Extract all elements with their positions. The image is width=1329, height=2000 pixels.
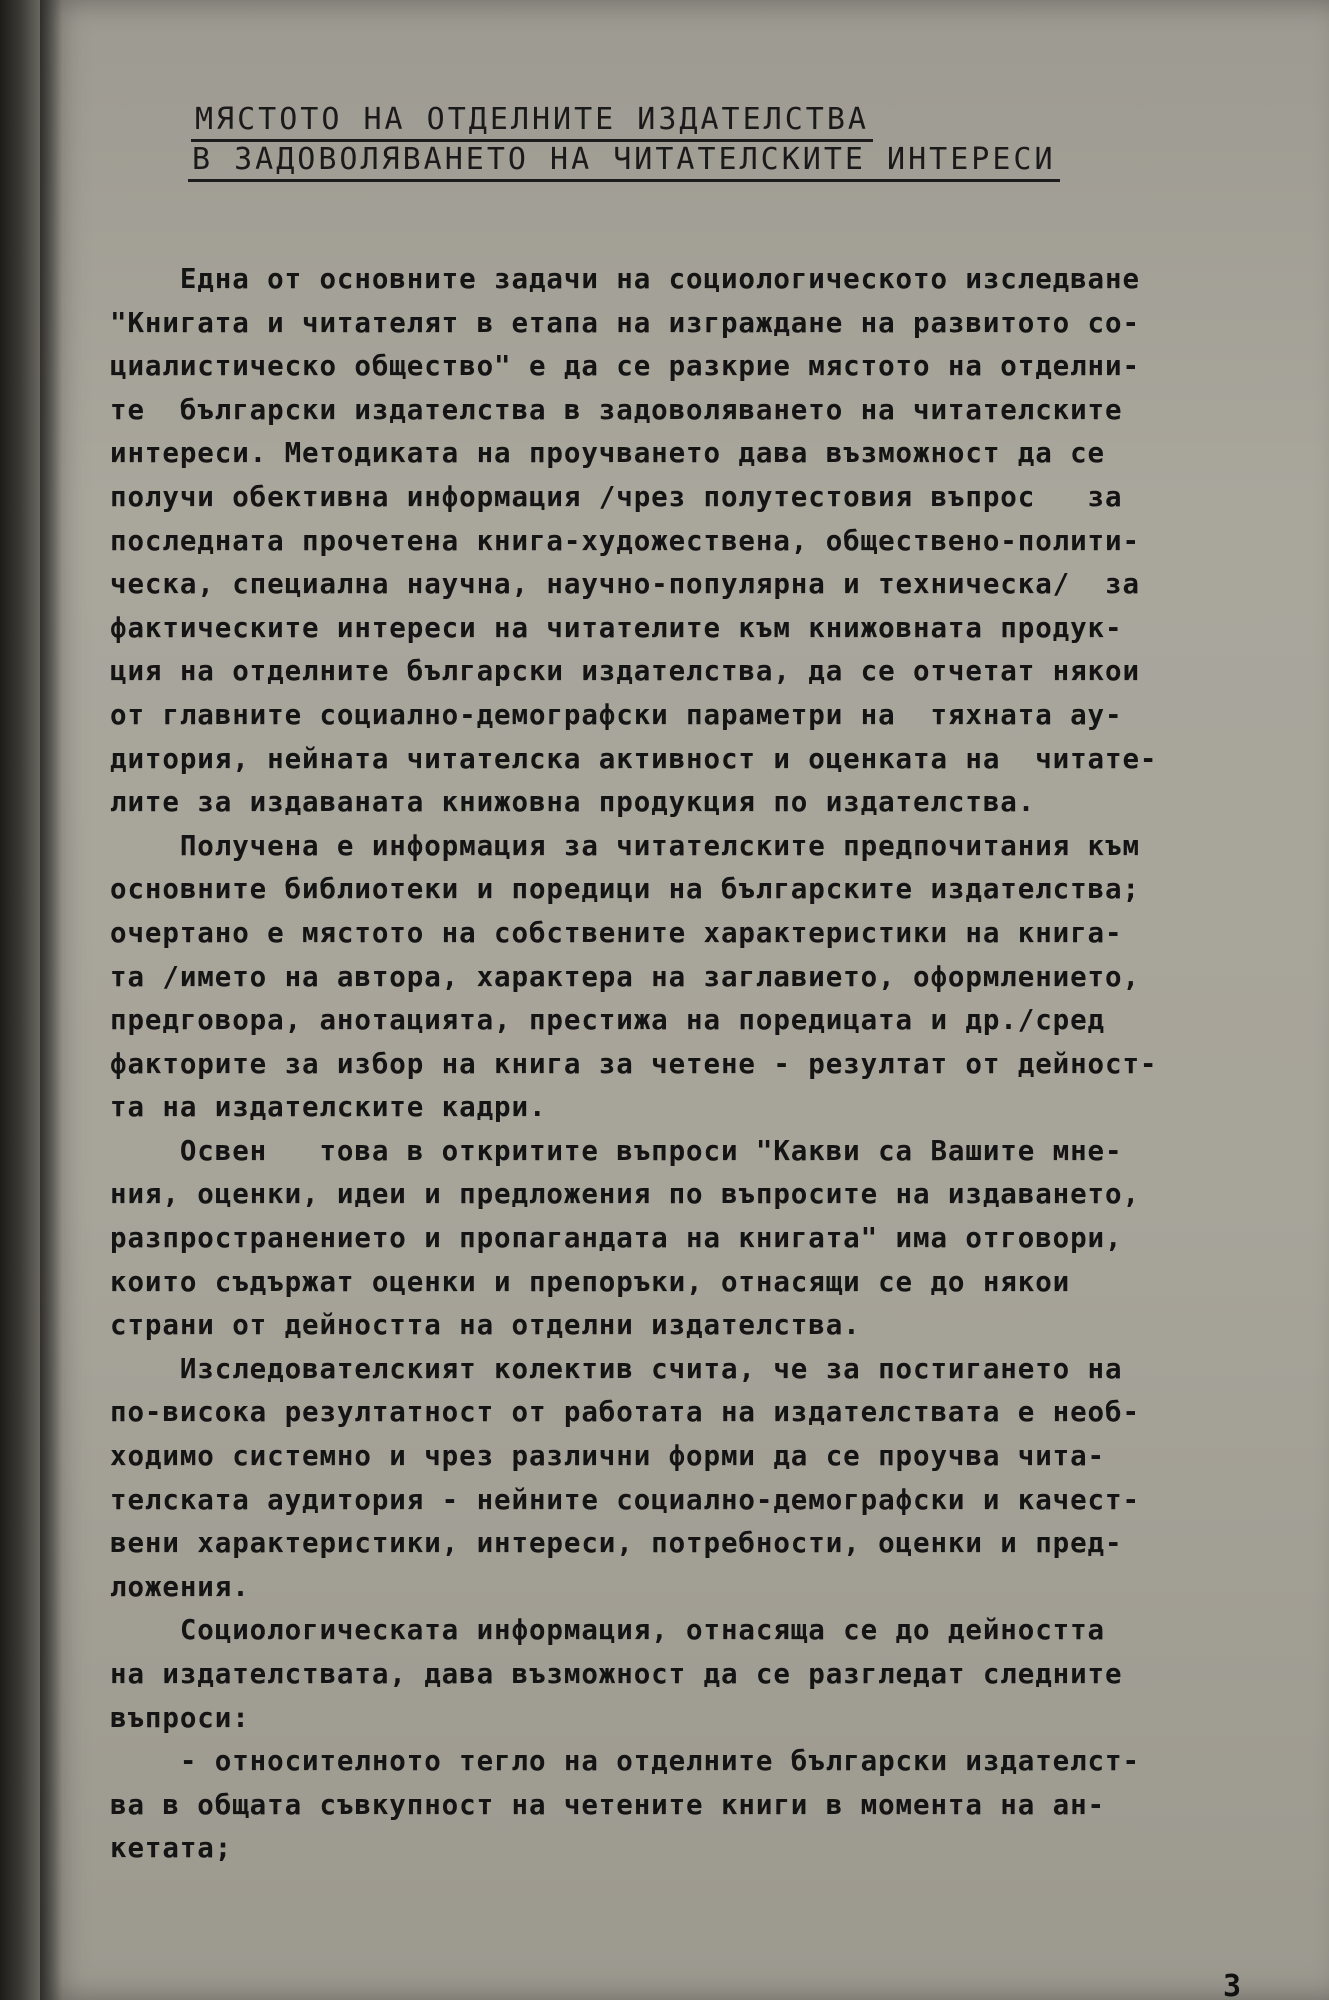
- text-line: Получена е информация за читателските предпочитания към: [110, 829, 1140, 862]
- text-line: дитория, нейната читателска активност и оценката на читате-: [110, 742, 1158, 775]
- text-line: ходимо системно и чрез различни форми да се проучва чита-: [110, 1440, 1106, 1473]
- document-title: [188, 102, 1188, 182]
- text-line: въпроси:: [110, 1701, 250, 1734]
- document-page: [40, 0, 1329, 2000]
- text-line: получи обективна информация /чрез полутестовия въпрос за: [110, 480, 1123, 513]
- text-line: ния, оценки, идеи и предложения по въпросите на издаването,: [110, 1178, 1140, 1211]
- text-line: Една от основните задачи на социологическото изследване: [110, 263, 1140, 295]
- text-line: факторите за избор на книга за четене - резултат от дейност-: [110, 1047, 1158, 1080]
- text-line: предговора, анотацията, престижа на поредицата и др./сред: [110, 1004, 1106, 1037]
- text-line: - относителното тегло на отделните български издателст-: [110, 1745, 1140, 1778]
- text-line: последната прочетена книга-художествена, обществено-полити-: [110, 524, 1140, 557]
- text-line: телската аудитория - нейните социално-демографски и качест-: [110, 1483, 1140, 1516]
- paragraph: [110, 258, 1300, 825]
- paragraph: [110, 1348, 1300, 1610]
- page-number: 3: [1222, 1969, 1241, 2000]
- text-line: основните библиотеки и поредици на българските издателства;: [110, 873, 1140, 906]
- document-body: [110, 258, 1300, 1871]
- text-line: Изследователският колектив счита, че за постигането на: [110, 1352, 1123, 1385]
- text-line: интереси. Методиката на проучването дава възможност да се: [110, 437, 1106, 470]
- title-line-1: МЯСТОТО НА ОТДЕЛНИТЕ ИЗДАТЕЛСТВА: [191, 102, 873, 142]
- text-line: Освен това в откритите въпроси "Какви са Вашите мне-: [110, 1134, 1123, 1167]
- text-line: "Книгата и читателят в етапа на изграждане на развитото со-: [110, 306, 1140, 339]
- text-line: лите за издаваната книжовна продукция по издателства.: [110, 786, 1036, 819]
- paragraph: [110, 1740, 1300, 1871]
- book-spine-shadow: [40, 0, 62, 2000]
- text-line: очертано е мястото на собствените характеристики на книга-: [110, 916, 1123, 949]
- text-line: ция на отделните български издателства, да се отчетат някои: [110, 655, 1140, 688]
- text-line: на издателствата, дава възможност да се разгледат следните: [110, 1658, 1123, 1690]
- text-line: от главните социално-демографски параметри на тяхната ау-: [110, 698, 1123, 731]
- text-line: кетата;: [110, 1832, 233, 1865]
- text-line: ложения.: [110, 1570, 250, 1603]
- paragraph: [110, 1130, 1300, 1348]
- title-line-2: В ЗАДОВОЛЯВАНЕТО НА ЧИТАТЕЛСКИТЕ ИНТЕРЕСИ: [188, 142, 1060, 182]
- text-line: та на издателските кадри.: [110, 1091, 547, 1124]
- text-line: ческа, специална научна, научно-популярна и техническа/ за: [110, 568, 1140, 601]
- text-line: те български издателства в задоволяването на читателските: [110, 393, 1123, 426]
- text-line: вени характеристики, интереси, потребности, оценки и пред-: [110, 1527, 1123, 1560]
- text-line: Социологическата информация, отнасяща се до дейността: [110, 1614, 1106, 1647]
- text-line: които съдържат оценки и препоръки, отнасящи се до някои: [110, 1265, 1071, 1298]
- text-line: циалистическо общество" е да се разкрие мястото на отделни-: [110, 350, 1140, 383]
- text-line: разпространението и пропагандата на книгата" има отговори,: [110, 1222, 1123, 1255]
- text-line: та /името на автора, характера на заглавието, оформлението,: [110, 960, 1140, 993]
- text-line: фактическите интереси на читателите към книжовната продук-: [110, 611, 1123, 644]
- text-line: по-висока резултатност от работата на издателствата е необ-: [110, 1396, 1140, 1429]
- text-line: страни от дейността на отделни издателства.: [110, 1309, 861, 1342]
- text-line: ва в общата съвкупност на четените книги в момента на ан-: [110, 1788, 1106, 1821]
- paragraph: [110, 1609, 1300, 1740]
- paragraph: [110, 825, 1300, 1130]
